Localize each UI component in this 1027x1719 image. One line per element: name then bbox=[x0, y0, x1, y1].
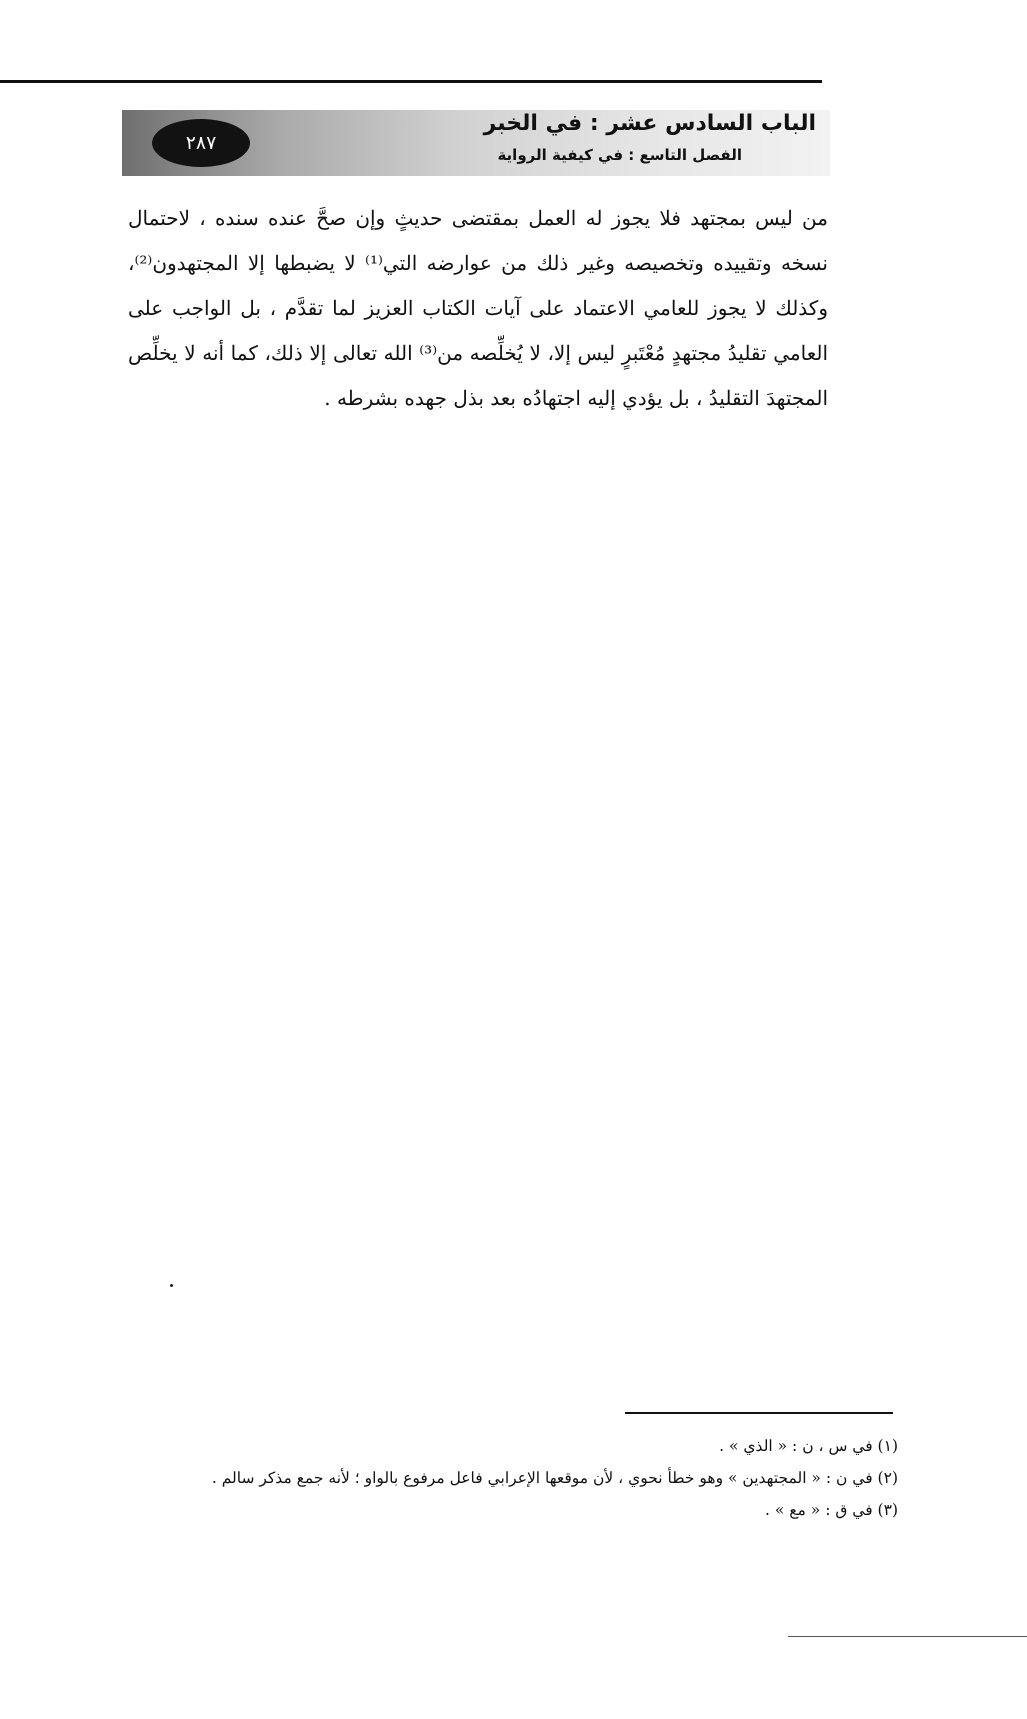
bottom-rule bbox=[788, 1636, 1027, 1637]
scan-speck bbox=[170, 1284, 173, 1287]
footnote-1: (١) في س ، ن : « الذي » . bbox=[719, 1437, 898, 1455]
top-rule bbox=[0, 80, 822, 83]
chapter-title: الباب السادس عشر : في الخبر bbox=[483, 111, 816, 136]
body-paragraph: من ليس بمجتهد فلا يجوز له العمل بمقتضى حديثٍ وإن صحَّ عنده سنده ، لاحتمال نسخه وتقييده وتخصيصه وغير ذلك من عوارضه التي⁽¹⁾ لا يضبطها إلا المجتهدون⁽²⁾، وكذلك لا يجوز للعامي الاعتماد على آيات الكتاب العزيز لما تقدَّم ، بل الواجب على العامي تقليدُ مجتهدٍ مُعْتَبرٍ ليس إلا، لا يُخلِّصه من⁽³⁾ الله تعالى إلا ذلك، كما أنه لا يخلِّص المجتهدَ التقليدُ ، بل يؤدي إليه اجتهادُه بعد بذل جهده بشرطه . bbox=[128, 206, 829, 410]
section-title: الفصل التاسع : في كيفية الرواية bbox=[497, 146, 742, 164]
footnotes bbox=[128, 1430, 898, 1526]
footnote-2: (٢) في ن : « المجتهدين » وهو خطأ نحوي ، لأن موقعها الإعرابي فاعل مرفوع بالواو ؛ لأنه جمع مذكر سالم . bbox=[211, 1469, 898, 1487]
footnote-separator bbox=[625, 1412, 893, 1414]
footnote-3: (٣) في ق : « مع » . bbox=[765, 1501, 898, 1519]
running-header bbox=[122, 110, 830, 176]
page-number-badge: ٢٨٧ bbox=[152, 119, 250, 167]
